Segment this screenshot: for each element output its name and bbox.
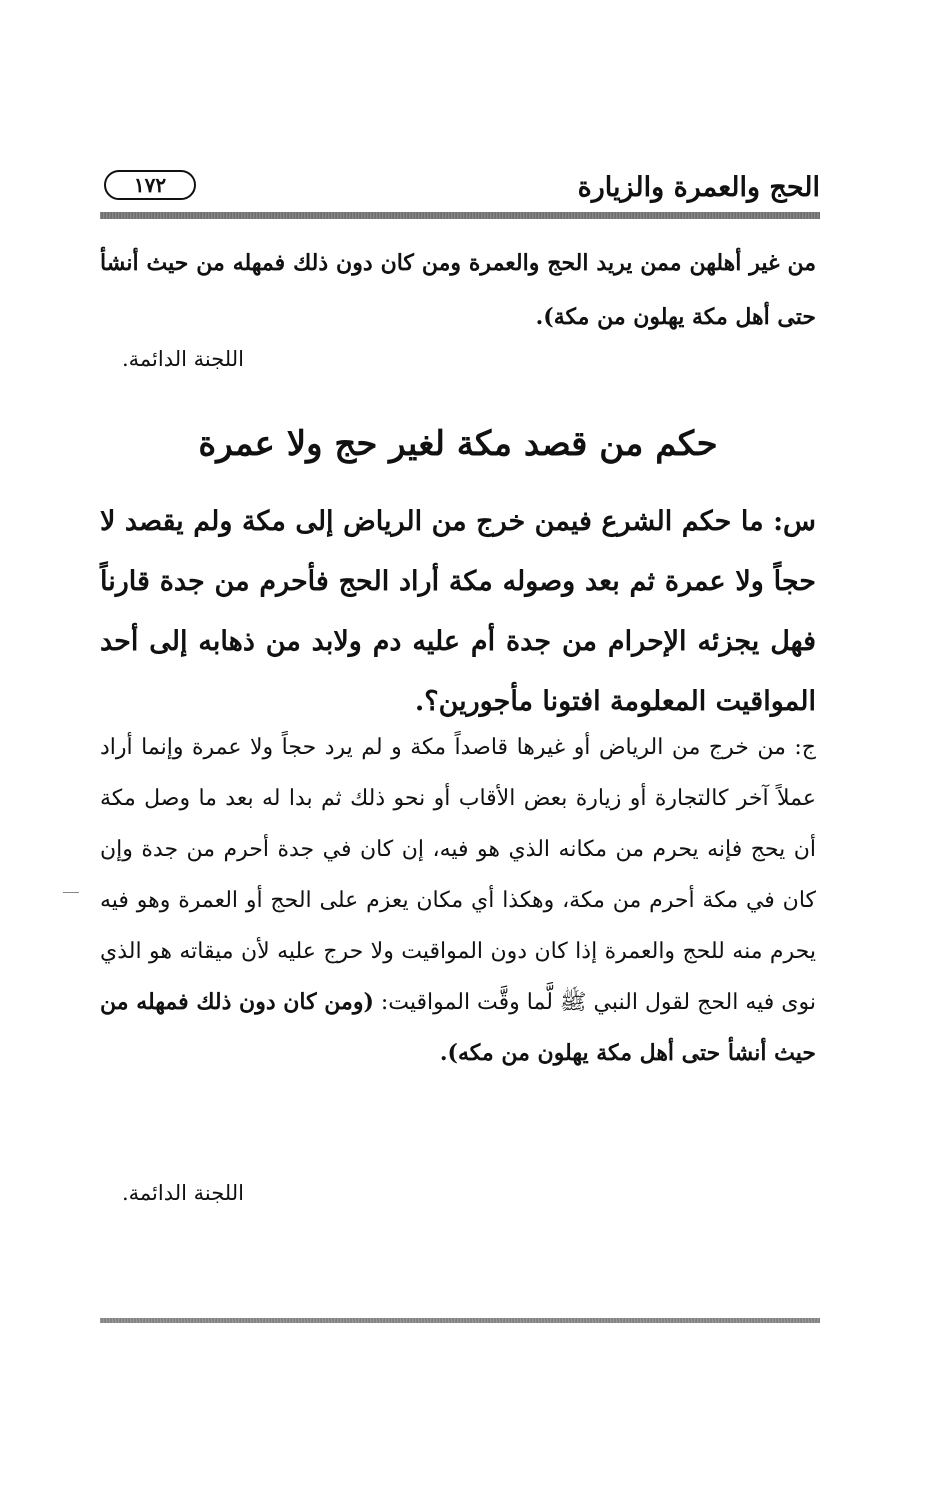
margin-mark [63, 892, 79, 893]
running-title: الحج والعمرة والزيارة [577, 172, 820, 203]
fatwa-1-continuation: من غير أهلهن ممن يريد الحج والعمرة ومن كان دون ذلك فمهله من حيث أنشأ حتى أهل مكة يهلون من مكة). [100, 250, 816, 330]
section-heading: حكم من قصد مكة لغير حج ولا عمرة [198, 424, 718, 464]
footer-rule [100, 1318, 820, 1323]
question-paragraph: س: ما حكم الشرع فيمن خرج من الرياض إلى مكة ولم يقصد لا حجاً ولا عمرة ثم بعد وصوله مكة أراد الحج فأحرم من جدة قارناً فهل يجزئه الإحرام من جدة أم عليه دم ولابد من ذهابه إلى أحد المواقيت المعلومة افتونا مأجورين؟. [100, 506, 816, 717]
page-number-badge: ١٧٢ [104, 170, 196, 200]
page-header [100, 168, 820, 208]
header-rule [100, 212, 820, 219]
fatwa-1-signature: اللجنة الدائمة. [121, 347, 244, 371]
answer-text: ج: من خرج من الرياض أو غيرها قاصداً مكة و لم يرد حجاً ولا عمرة وإنما أراد عملاً آخر كالتجارة أو زيارة بعض الأقاب أو نحو ذلك ثم بدا له بعد ما وصل مكة أن يحج فإنه يحرم من مكانه الذي هو فيه، إن كان في جدة أحرم من جدة وإن كان في مكة أحرم من مكة، وهكذا أي مكان يعزم على الحج أو العمرة وهو فيه يحرم منه للحج والعمرة إذا كان دون المواقيت ولا حرج عليه لأن ميقاته هو الذي نوى فيه الحج لقول النبي ﷺ لَّما وقَّت المواقيت: [100, 735, 817, 1015]
hadith-quote: (ومن كان دون ذلك فمهله من حيث أنشأ حتى أهل مكة يهلون من مكه). [100, 989, 816, 1066]
answer-paragraph [100, 722, 816, 1079]
fatwa-2-signature: اللجنة الدائمة. [121, 1181, 244, 1205]
